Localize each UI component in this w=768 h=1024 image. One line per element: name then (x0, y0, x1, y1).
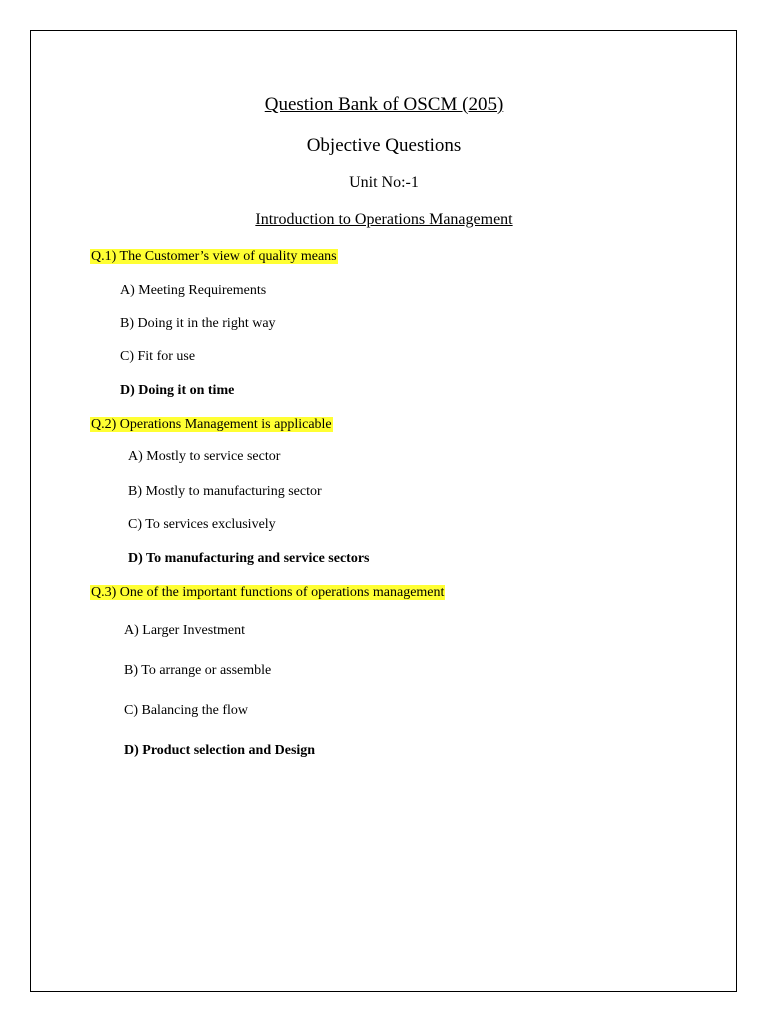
question-3-text: Q.3) One of the important functions of operations management (91, 585, 445, 600)
question-1-option-a: A) Meeting Requirements (120, 283, 267, 298)
document-title: Question Bank of OSCM (205) (264, 94, 504, 115)
unit-label: Unit No:-1 (349, 174, 419, 191)
question-2-option-a: A) Mostly to service sector (128, 449, 281, 464)
question-1-text: Q.1) The Customer’s view of quality means (91, 249, 337, 264)
document-subtitle: Objective Questions (306, 135, 462, 156)
question-3 (90, 584, 445, 601)
question-1-option-b: B) Doing it in the right way (120, 316, 276, 331)
chapter-title: Introduction to Operations Management (255, 211, 513, 228)
question-2-option-b: B) Mostly to manufacturing sector (128, 484, 322, 499)
question-3-option-b: B) To arrange or assemble (124, 663, 272, 678)
question-1 (90, 248, 338, 265)
question-2-option-c: C) To services exclusively (128, 517, 276, 532)
question-2 (90, 416, 333, 433)
question-3-option-a: A) Larger Investment (124, 623, 246, 638)
question-2-option-d-answer: D) To manufacturing and service sectors (128, 551, 370, 566)
question-2-text: Q.2) Operations Management is applicable (91, 417, 332, 432)
question-3-option-d-answer: D) Product selection and Design (124, 743, 316, 758)
question-3-option-c: C) Balancing the flow (124, 703, 249, 718)
question-1-option-c: C) Fit for use (120, 349, 196, 364)
question-1-option-d-answer: D) Doing it on time (120, 383, 235, 398)
